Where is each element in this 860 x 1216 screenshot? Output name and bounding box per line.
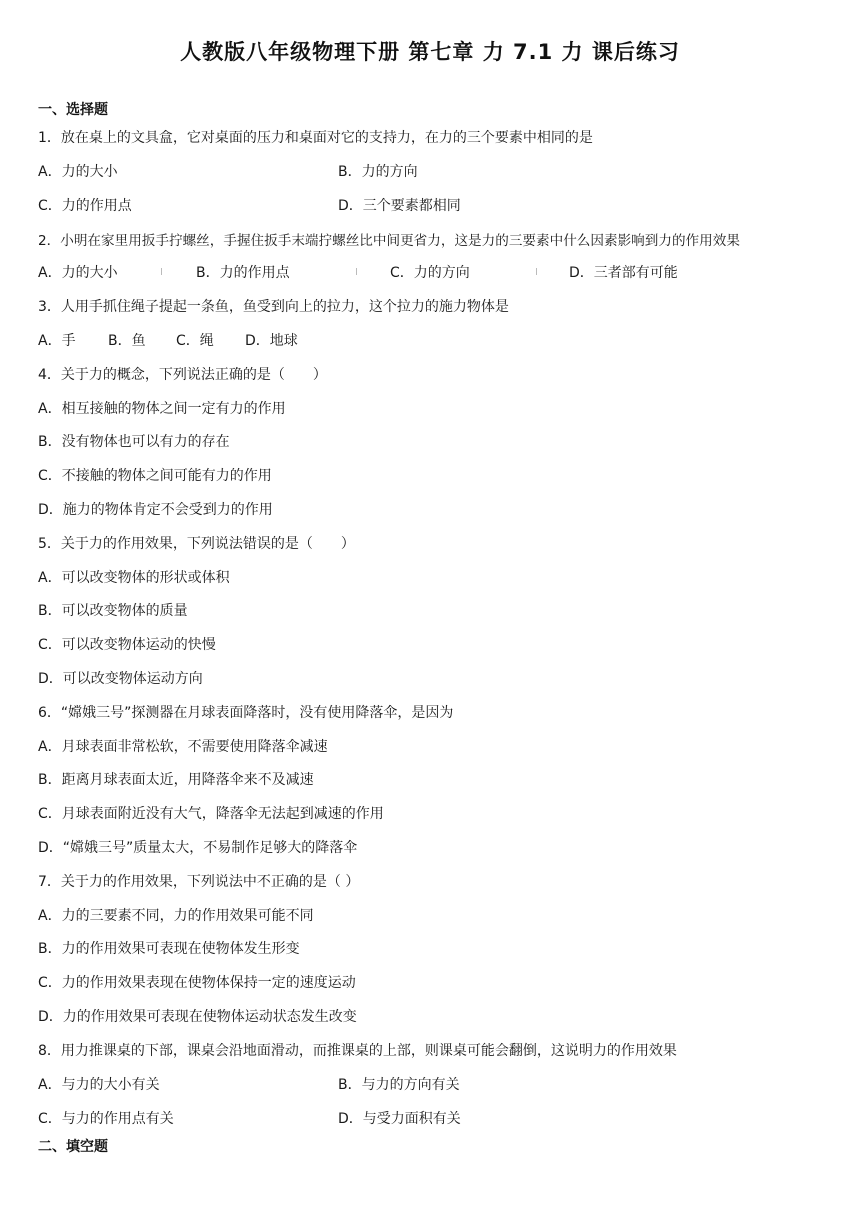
question-1-stem: 1．放在桌上的文具盒，它对桌面的压力和桌面对它的支持力，在力的三个要素中相同的是 xyxy=(38,130,593,146)
separator-mark xyxy=(161,268,162,275)
question-2-stem: 2．小明在家里用扳手拧螺丝，手握住扳手末端拧螺丝比中间更省力，这是力的三要素中什么因素影响到力的作用效果 xyxy=(38,233,740,249)
question-5-stem: 5．关于力的作用效果，下列说法错误的是（ ） xyxy=(38,536,355,552)
question-6-option-c: C．月球表面附近没有大气，降落伞无法起到减速的作用 xyxy=(38,806,384,822)
question-6-stem: 6．“嫦娥三号”探测器在月球表面降落时，没有使用降落伞，是因为 xyxy=(38,705,454,721)
question-8-stem: 8．用力推课桌的下部，课桌会沿地面滑动，而推课桌的上部，则课桌可能会翻倒，这说明力的作用效果 xyxy=(38,1043,677,1059)
question-3-option-c: C．绳 xyxy=(176,333,214,349)
question-6-option-a: A．月球表面非常松软，不需要使用降落伞减速 xyxy=(38,739,328,755)
page-title: 人教版八年级物理下册 第七章 力 7.1 力 课后练习 xyxy=(180,40,680,64)
question-4-option-c: C．不接触的物体之间可能有力的作用 xyxy=(38,468,272,484)
question-5-option-a: A．可以改变物体的形状或体积 xyxy=(38,570,230,586)
question-1-option-a: A．力的大小 xyxy=(38,164,118,180)
question-3-option-a: A．手 xyxy=(38,333,76,349)
question-1-option-c: C．力的作用点 xyxy=(38,198,132,214)
question-2-option-c: C．力的方向 xyxy=(390,265,470,281)
question-4-option-d: D．施力的物体肯定不会受到力的作用 xyxy=(38,502,273,518)
section-heading-choice: 一、选择题 xyxy=(38,102,108,118)
question-4-option-a: A．相互接触的物体之间一定有力的作用 xyxy=(38,401,286,417)
question-8-option-b: B．与力的方向有关 xyxy=(338,1077,460,1093)
question-8-option-d: D．与受力面积有关 xyxy=(338,1111,461,1127)
question-3-option-d: D．地球 xyxy=(245,333,298,349)
question-1-option-d: D．三个要素都相同 xyxy=(338,198,461,214)
question-6-option-b: B．距离月球表面太近，用降落伞来不及减速 xyxy=(38,772,314,788)
question-2-option-d: D．三者部有可能 xyxy=(569,265,678,281)
question-6-option-d: D．“嫦娥三号”质量太大，不易制作足够大的降落伞 xyxy=(38,840,358,856)
question-7-stem: 7．关于力的作用效果，下列说法中不正确的是（ ） xyxy=(38,874,360,890)
question-4-option-b: B．没有物体也可以有力的存在 xyxy=(38,434,230,450)
question-7-option-a: A．力的三要素不同，力的作用效果可能不同 xyxy=(38,908,314,924)
question-5-option-d: D．可以改变物体运动方向 xyxy=(38,671,203,687)
question-2-option-b: B．力的作用点 xyxy=(196,265,290,281)
section-heading-fill-blank: 二、填空题 xyxy=(38,1139,108,1155)
question-7-option-c: C．力的作用效果表现在使物体保持一定的速度运动 xyxy=(38,975,356,991)
question-3-option-b: B．鱼 xyxy=(108,333,146,349)
question-4-stem: 4．关于力的概念，下列说法正确的是（ ） xyxy=(38,367,327,383)
question-5-option-b: B．可以改变物体的质量 xyxy=(38,603,188,619)
question-5-option-c: C．可以改变物体运动的快慢 xyxy=(38,637,216,653)
separator-mark xyxy=(536,268,537,275)
question-3-stem: 3．人用手抓住绳子提起一条鱼，鱼受到向上的拉力，这个拉力的施力物体是 xyxy=(38,299,509,315)
question-2-option-a: A．力的大小 xyxy=(38,265,118,281)
question-7-option-d: D．力的作用效果可表现在使物体运动状态发生改变 xyxy=(38,1009,357,1025)
question-1-option-b: B．力的方向 xyxy=(338,164,418,180)
question-8-option-c: C．与力的作用点有关 xyxy=(38,1111,174,1127)
separator-mark xyxy=(356,268,357,275)
question-8-option-a: A．与力的大小有关 xyxy=(38,1077,160,1093)
question-7-option-b: B．力的作用效果可表现在使物体发生形变 xyxy=(38,941,300,957)
